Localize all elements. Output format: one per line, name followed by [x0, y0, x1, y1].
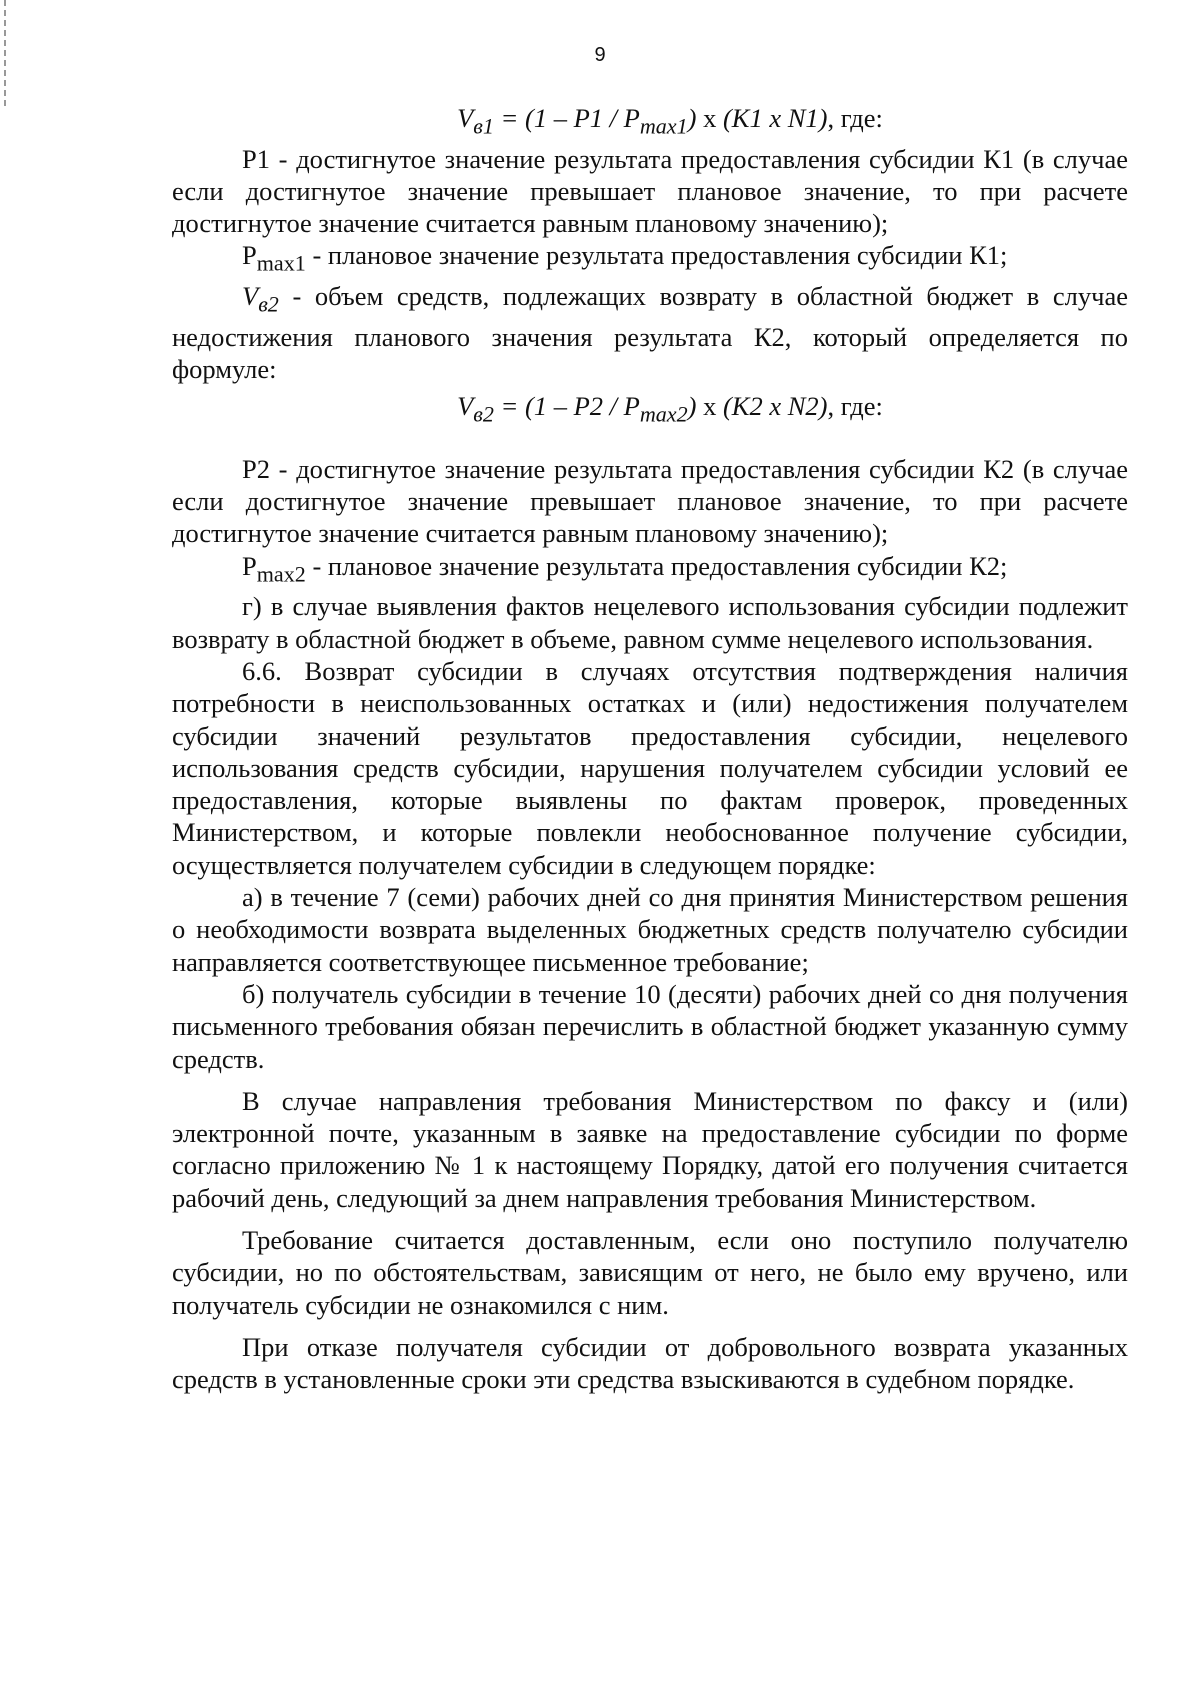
paragraph-b: б) получатель субсидии в течение 10 (десяти) рабочих дней со дня получения письменного требования обязан перечислить в областной бюджет указанную сумму средств.: [172, 978, 1128, 1074]
paragraph-pmax1: $P_{max1}$ - плановое значение результата предоставления субсидии К1;: [242, 240, 1008, 276]
paragraph-p2: P2 - достигнутое значение результата предоставления субсидии К2 (в случае если достигнутое значение превышает плановое значение, то при расчете достигнутое значение считается равным плановому значению);: [172, 453, 1128, 549]
page-number: 9: [594, 44, 606, 66]
paragraph-6-6: 6.6. Возврат субсидии в случаях отсутствия подтверждения наличия потребности в неиспользованных остатках и (или) недостижения получателем субсидии значений результатов предоставления субсидии, нецелевого использования средств субсидии, нарушения получателем субсидии условий ее предоставления, которые выявлены по фактам проверок, проведенных Министерством, и которые повлекли необоснованное получение субсидии, осуществляется получателем субсидии в следующем порядке:: [172, 655, 1128, 880]
document-body: [172, 102, 1128, 1395]
paragraph-delivered: Требование считается доставленным, если оно поступило получателю субсидии, но по обстоятельствам, зависящим от него, не было ему вручено, или получатель субсидии не ознакомился с ним.: [172, 1224, 1128, 1320]
paragraph-p1: P1 - достигнутое значение результата предоставления субсидии К1 (в случае если достигнутое значение превышает плановое значение, то при расчете достигнутое значение считается равным плановому значению);: [172, 143, 1128, 239]
formula-vv1: $V_{в1} = (1 - P1 / P_{max1})$ x (K1 x N1), где:: [457, 103, 883, 139]
paragraph-fax-email: В случае направления требования Министерством по факсу и (или) электронной почте, указанным в заявке на предоставление субсидии по форме согласно приложению № 1 к настоящему Порядку, датой его получения считается рабочий день, следующий за днем направления требования Министерством.: [172, 1085, 1128, 1213]
paragraph-g: г) в случае выявления фактов нецелевого использования субсидии подлежит возврату в областной бюджет в объеме, равном сумме нецелевого использования.: [172, 591, 1128, 654]
paragraph-a: а) в течение 7 (семи) рабочих дней со дня принятия Министерством решения о необходимости возврата выделенных бюджетных средств получателю субсидии направляется соответствующее письменное требование;: [172, 882, 1128, 977]
paragraph-vv2: $V_{в2}$ - объем средств, подлежащих возврату в областной бюджет в случае недостижения планового значения результата К2, который определяется по формуле:: [172, 281, 1128, 384]
paragraph-refusal: При отказе получателя субсидии от добровольного возврата указанных средств в установленные сроки эти средства взыскиваются в судебном порядке.: [172, 1331, 1128, 1395]
formula-vv2: $V_{в2} = (1 - P2 / P_{max2})$ x (K2 x N2), где:: [457, 391, 883, 427]
paragraph-pmax2: $P_{max2}$ - плановое значение результата предоставления субсидии К2;: [242, 550, 1008, 587]
